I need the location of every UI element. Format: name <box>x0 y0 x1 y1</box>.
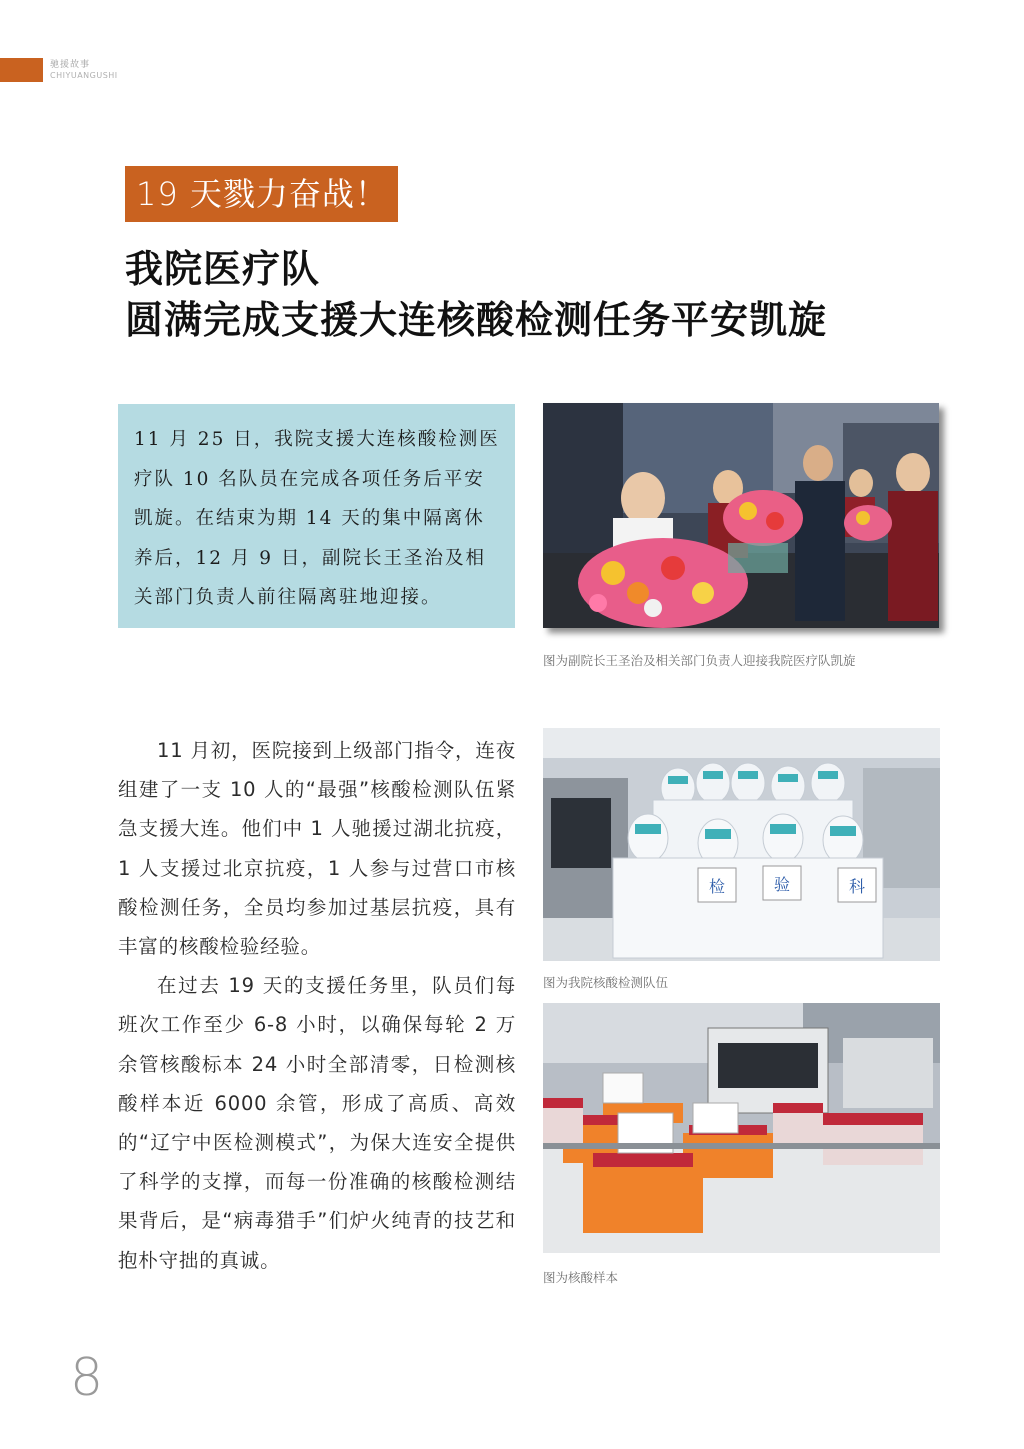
page-number: 8 <box>70 1348 104 1408</box>
photo-testing-team <box>543 728 940 961</box>
photo-nucleic-samples <box>543 1003 940 1253</box>
article-body <box>118 731 516 1280</box>
photo-welcome-ceremony <box>543 403 939 628</box>
sign-char-1: 检 <box>708 877 726 896</box>
section-title: 驰援故事 <box>50 60 91 70</box>
sign-char-2: 验 <box>773 875 791 894</box>
photo-welcome-caption: 图为副院长王圣治及相关部门负责人迎接我院医疗队凯旋 <box>543 653 856 668</box>
headline-line-2: 圆满完成支援大连核酸检测任务平安凯旋 <box>125 297 828 342</box>
intro-box: 11 月 25 日，我院支援大连核酸检测医疗队 10 名队员在完成各项任务后平安凯旋。在结束为期 14 天的集中隔离休养后，12 月 9 日，副院长王圣治及相关部门负责人前往隔离驻地迎接。 <box>118 404 515 628</box>
section-title-pinyin: CHIYUANGUSHI <box>50 71 118 80</box>
photo-samples-caption: 图为核酸样本 <box>543 1270 619 1285</box>
headline-tag: 19 天戮力奋战！ <box>125 166 398 222</box>
headline-line-1: 我院医疗队 <box>125 246 321 291</box>
body-paragraph-1: 11 月初，医院接到上级部门指令，连夜组建了一支 10 人的“最强”核酸检测队伍紧急支援大连。他们中 1 人驰援过湖北抗疫，1 人支援过北京抗疫，1 人参与过营口市核酸检测任务，全员均参加过基层抗疫，具有丰富的核酸检验经验。 <box>118 739 516 959</box>
photo-team-caption: 图为我院核酸检测队伍 <box>543 975 669 990</box>
sign-char-3: 科 <box>848 877 866 896</box>
section-color-bar <box>0 58 43 82</box>
body-paragraph-2: 在过去 19 天的支援任务里，队员们每班次工作至少 6-8 小时，以确保每轮 2 万余管核酸标本 24 小时全部清零，日检测核酸样本近 6000 余管，形成了高质、高效的“辽宁中医检测模式”，为保大连安全提供了科学的支撑，而每一份准确的核酸检测结果背后，是“病毒猎手”们炉火纯青的技艺和抱朴守拙的真诚。 <box>118 974 516 1272</box>
